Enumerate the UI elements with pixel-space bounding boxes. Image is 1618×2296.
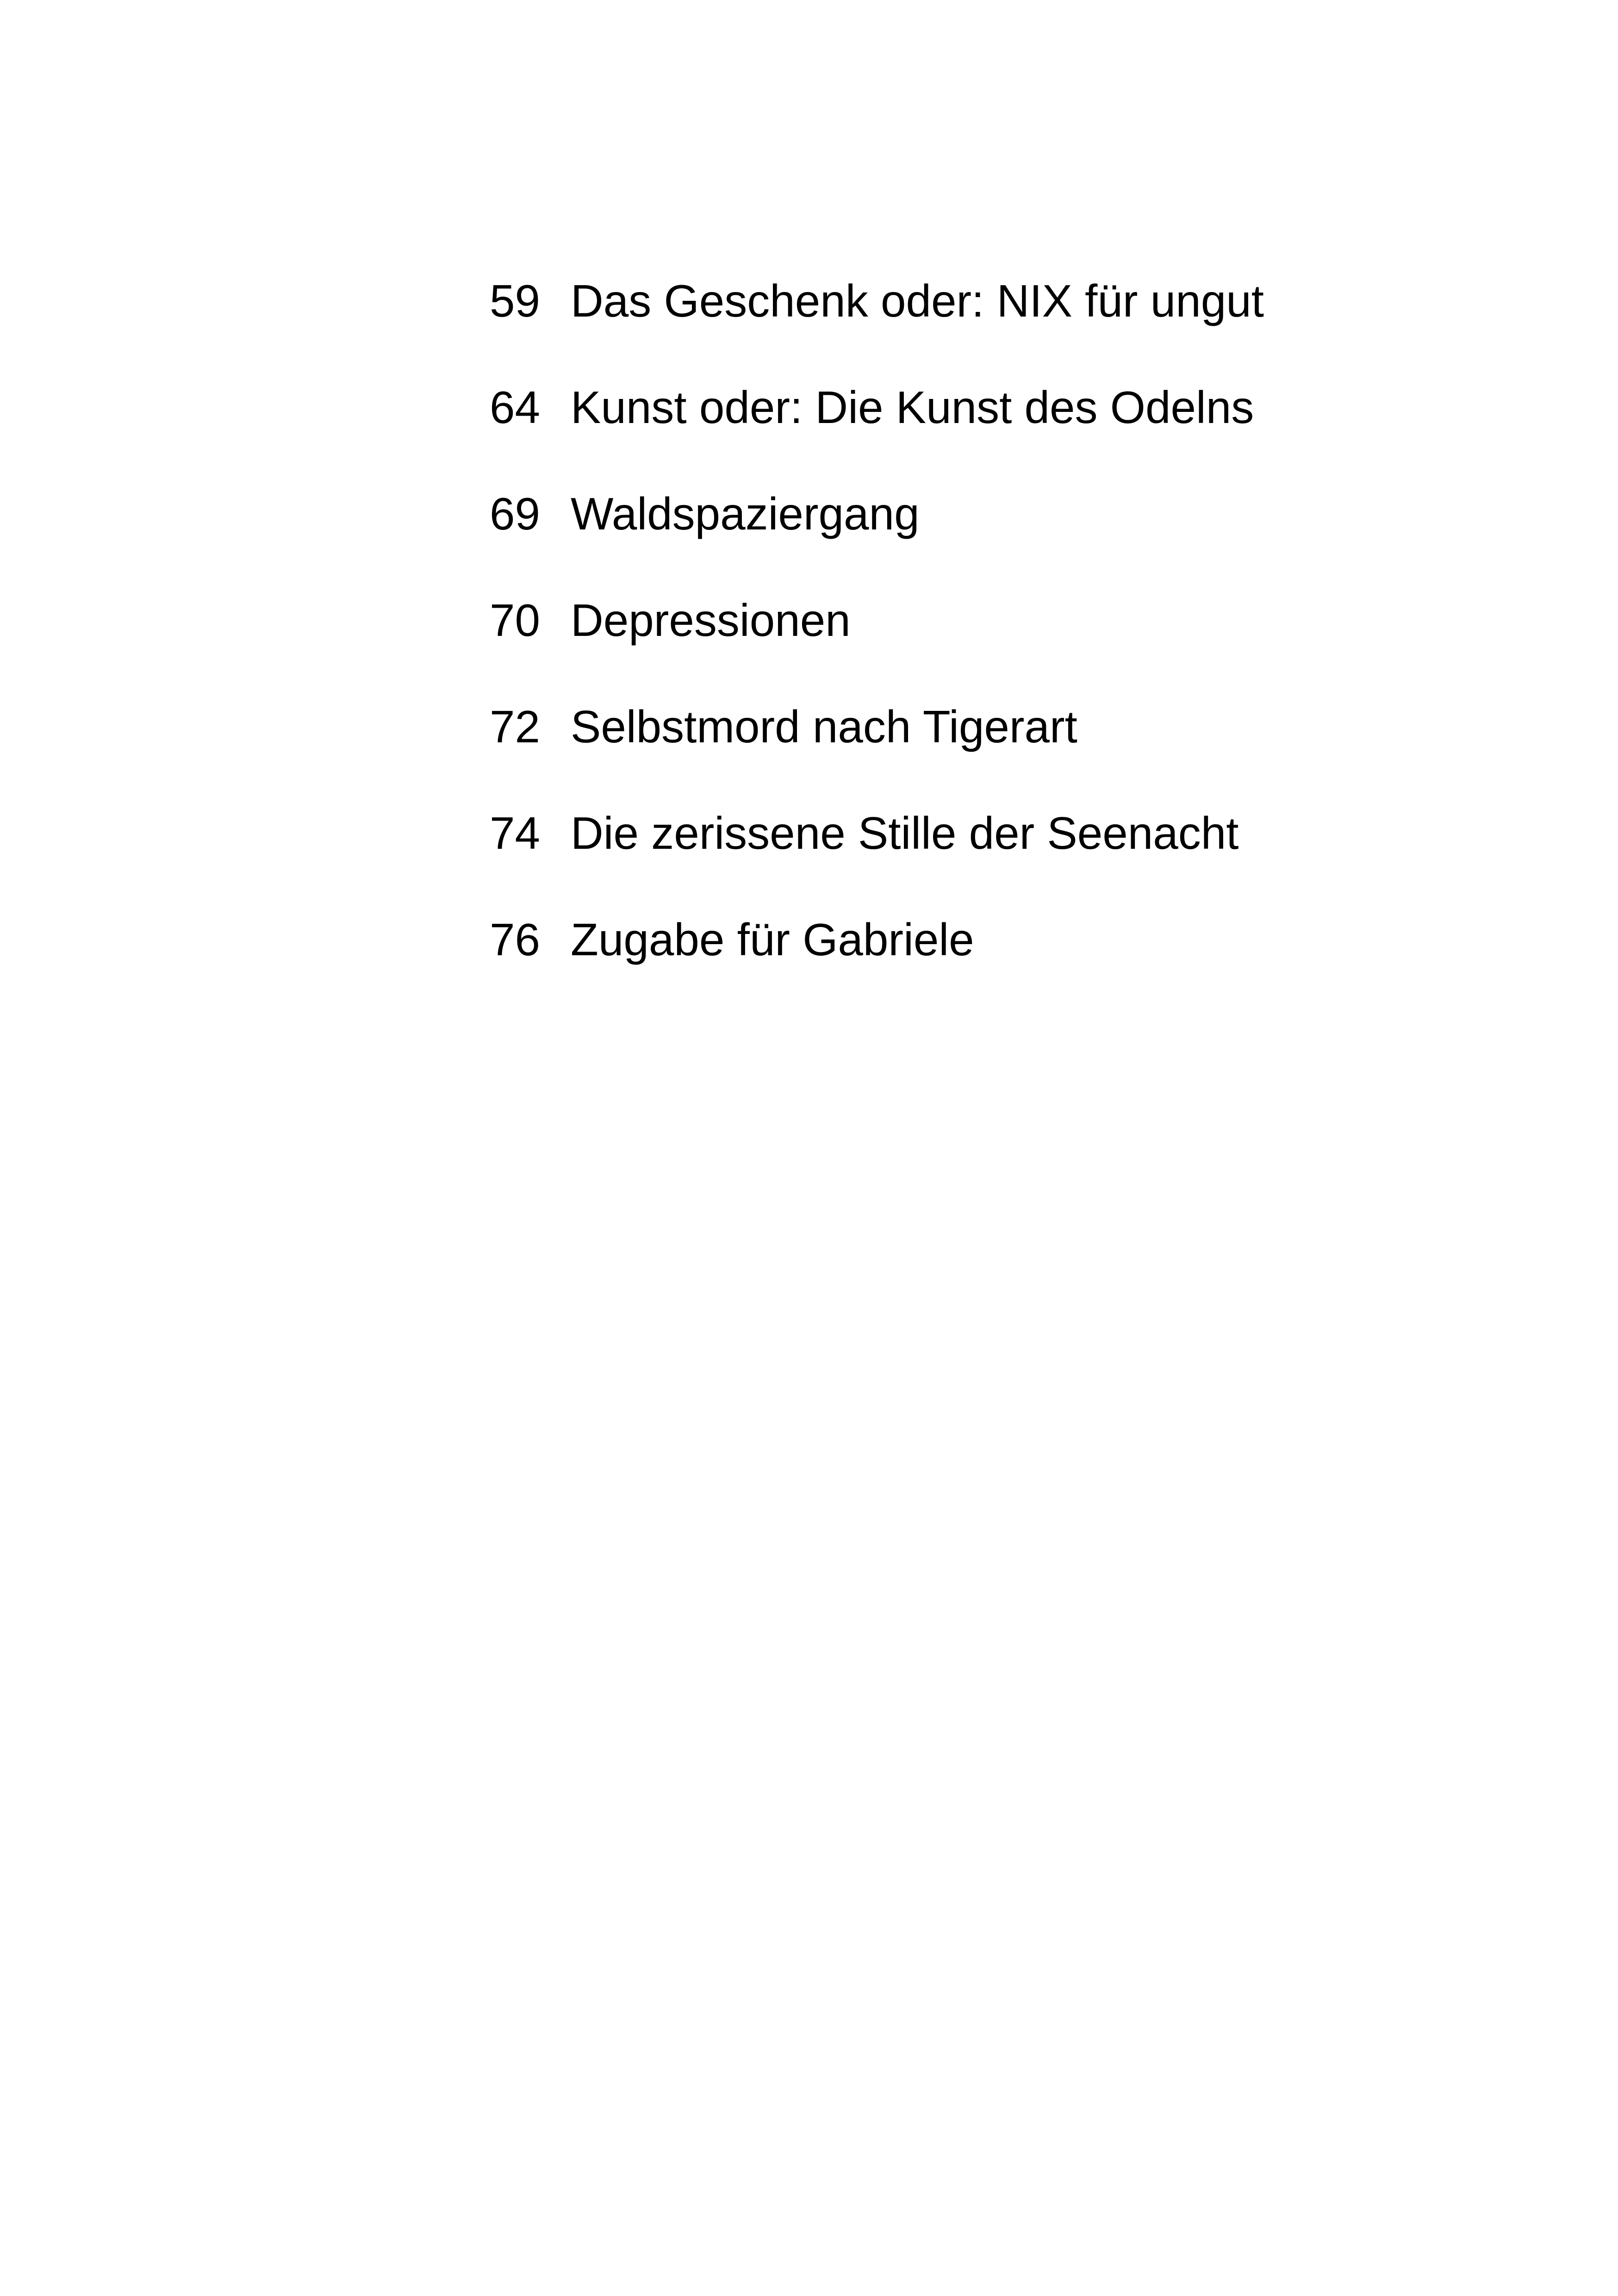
- toc-page-number: 59: [490, 275, 541, 326]
- toc-title: Das Geschenk oder: NIX für ungut: [571, 275, 1264, 326]
- toc-page-number: 69: [490, 488, 541, 539]
- table-of-contents: [490, 266, 1264, 1011]
- toc-entry: [490, 373, 1264, 479]
- toc-title: Kunst oder: Die Kunst des Odelns: [571, 382, 1254, 433]
- toc-page-number: 72: [490, 701, 541, 752]
- toc-page-number: 64: [490, 382, 541, 433]
- toc-page-number: 70: [490, 595, 541, 646]
- toc-page-number: 74: [490, 808, 541, 859]
- toc-title: Selbstmord nach Tigerart: [571, 701, 1077, 752]
- toc-title: Depressionen: [571, 595, 851, 646]
- toc-entry: [490, 585, 1264, 692]
- toc-entry: [490, 692, 1264, 798]
- toc-entry: [490, 905, 1264, 1011]
- toc-entry: [490, 798, 1264, 905]
- toc-page-number: 76: [490, 914, 541, 965]
- toc-entry: [490, 266, 1264, 373]
- toc-title: Zugabe für Gabriele: [571, 914, 974, 965]
- toc-entry: [490, 479, 1264, 585]
- toc-title: Die zerissene Stille der Seenacht: [571, 808, 1239, 859]
- toc-title: Waldspaziergang: [571, 488, 920, 539]
